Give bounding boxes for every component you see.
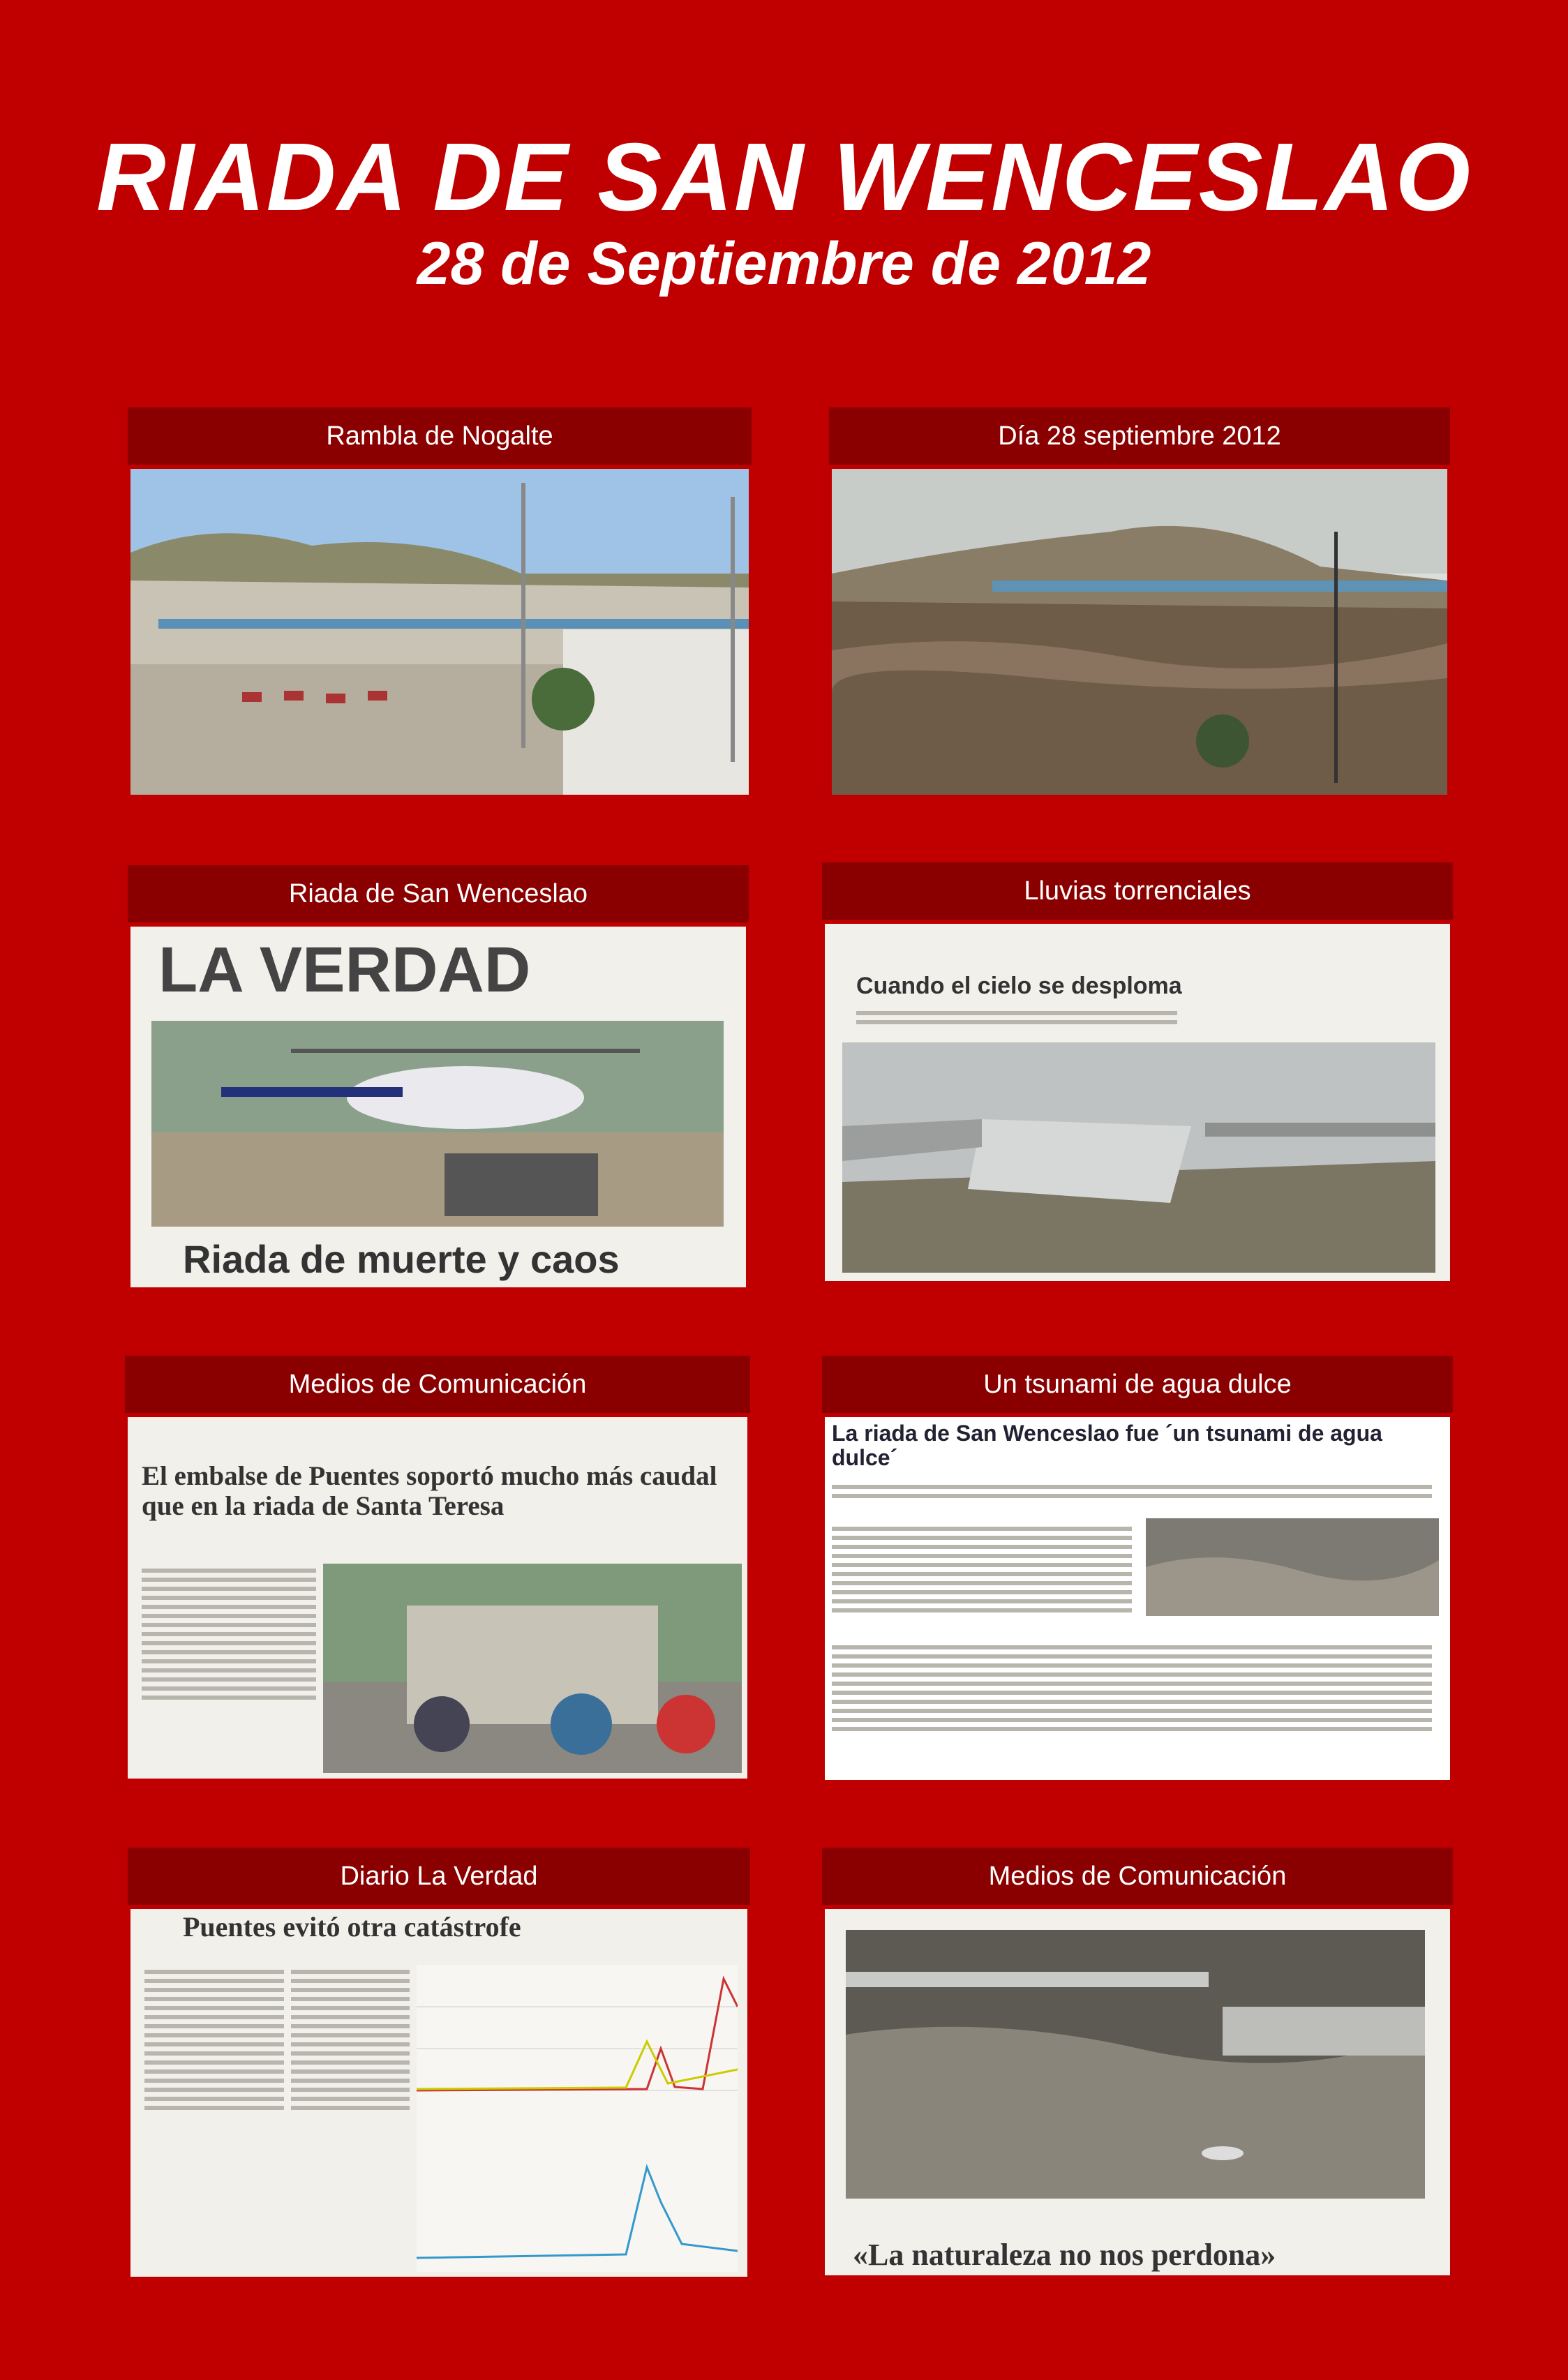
- web-article-tsunami: [825, 1417, 1450, 1780]
- card-caption: Diario La Verdad: [128, 1848, 750, 1905]
- newspaper-embalse-puentes: [128, 1417, 747, 1779]
- card-tsunami-agua-dulce: [822, 1356, 1453, 1780]
- newspaper-la-verdad-front: [130, 927, 746, 1287]
- card-caption: Rambla de Nogalte: [128, 407, 752, 465]
- newspaper-puentes-evito: [130, 1909, 747, 2277]
- page-title: RIADA DE SAN WENCESLAO: [96, 124, 1472, 231]
- card-lluvias-torrenciales: [822, 862, 1453, 1281]
- newspaper-masthead: LA VERDAD: [158, 934, 531, 1005]
- card-caption: Medios de Comunicación: [125, 1356, 750, 1413]
- newspaper-headline: «La naturaleza no nos perdona»: [853, 2238, 1276, 2272]
- newspaper-lluvias-torrenciales: [825, 924, 1450, 1281]
- card-rambla-de-nogalte: [128, 407, 752, 795]
- newspaper-headline: Riada de muerte y caos: [183, 1237, 620, 1281]
- photo-flooded-rambla: [832, 469, 1447, 795]
- card-dia-28-septiembre: [829, 407, 1450, 795]
- card-caption: Lluvias torrenciales: [822, 862, 1453, 920]
- card-caption: Día 28 septiembre 2012: [829, 407, 1450, 465]
- page-subtitle: 28 de Septiembre de 2012: [417, 230, 1151, 297]
- card-caption: Un tsunami de agua dulce: [822, 1356, 1453, 1413]
- article-headline: La riada de San Wenceslao fue ´un tsunami de agua dulce´: [832, 1421, 1382, 1471]
- card-medios-comunicacion-1: [125, 1356, 750, 1779]
- card-caption: Medios de Comunicación: [822, 1848, 1453, 1905]
- newspaper-headline: Puentes evitó otra catástrofe: [183, 1911, 521, 1943]
- photo-dry-rambla: [130, 469, 749, 795]
- card-diario-la-verdad: [128, 1848, 750, 2277]
- newspaper-headline: Cuando el cielo se desploma: [856, 973, 1182, 999]
- card-medios-comunicacion-2: [822, 1848, 1453, 2275]
- card-caption: Riada de San Wenceslao: [128, 865, 749, 922]
- newspaper-headline: El embalse de Puentes soportó mucho más caudal que en la riada de Santa Teresa: [142, 1461, 717, 1521]
- newspaper-la-naturaleza: [825, 1909, 1450, 2275]
- card-riada-san-wenceslao: [128, 865, 749, 1287]
